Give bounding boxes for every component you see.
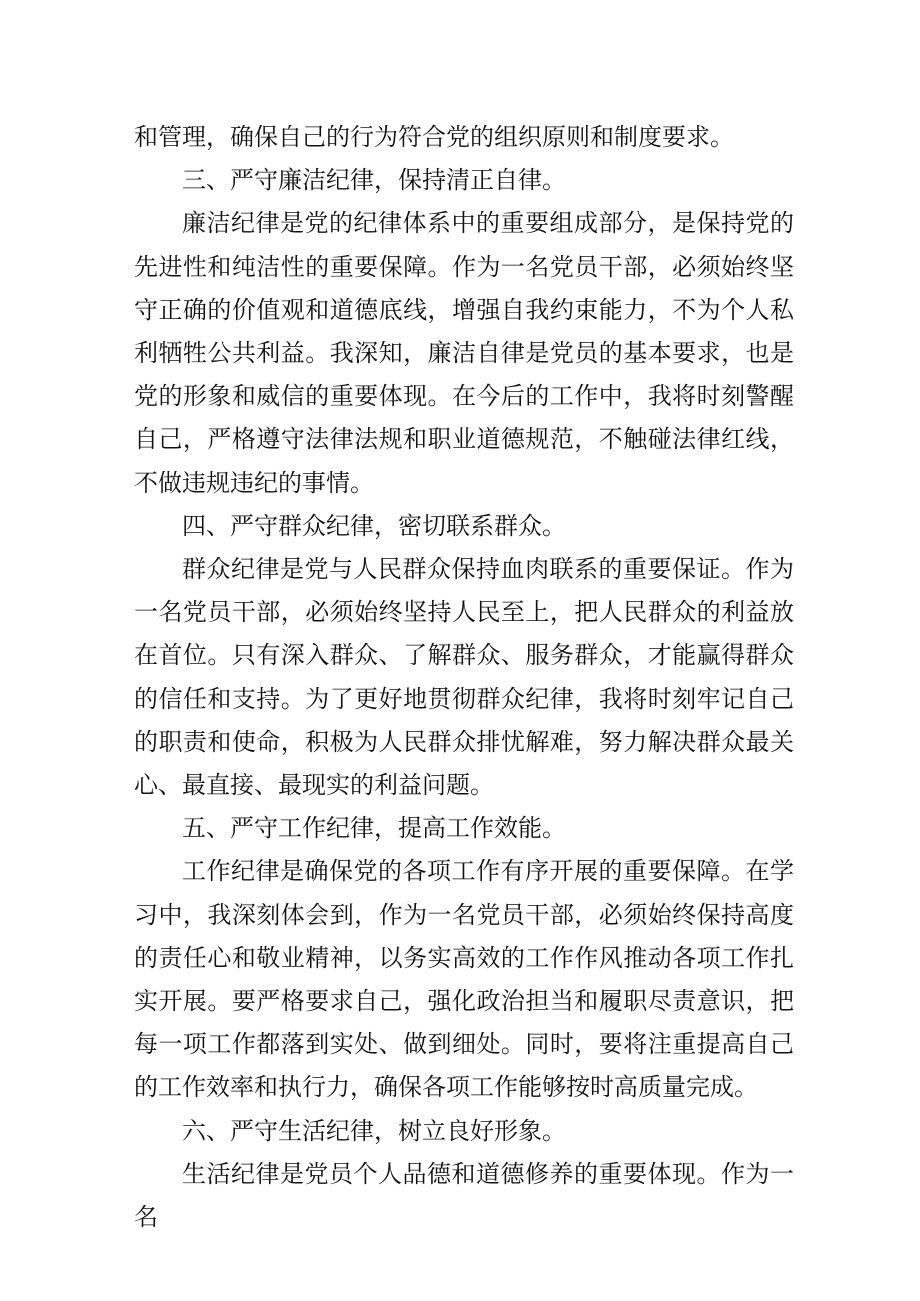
paragraph-continuation: 和管理，确保自己的行为符合党的组织原则和制度要求。 <box>134 123 734 151</box>
paragraph-masses: 群众纪律是党与人民群众保持血肉联系的重要保证。作为一名党员干部，必须始终坚持人民至上，把人民群众的利益放在首位。只有深入群众、了解群众、服务群众，才能赢得群众的信任和支持。为了更好地贯彻群众纪律，我将时刻牢记自己的职责和使命，积极为人民群众排忧解难，努力解决群众最关心、最直接、最现实的利益问题。 <box>134 555 794 800</box>
paragraph-work: 工作纪律是确保党的各项工作有序开展的重要保障。在学习中，我深刻体会到，作为一名党员干部，必须始终保持高度的责任心和敬业精神，以务实高效的工作作风推动各项工作扎实开展。要严格要求自己，强化政治担当和履职尽责意识，把每一项工作都落到实处、做到细处。同时，要将注重提高自己的工作效率和执行力，确保各项工作能够按时高质量完成。 <box>134 857 794 1102</box>
section-heading-6: 六、严守生活纪律，树立良好形象。 <box>182 1116 566 1145</box>
paragraph-integrity: 廉洁纪律是党的纪律体系中的重要组成部分，是保持党的先进性和纯洁性的重要保障。作为一名党员干部，必须始终坚守正确的价值观和道德底线，增强自我约束能力，不为个人私利牺牲公共利益。我深知，廉洁自律是党员的基本要求，也是党的形象和威信的重要体现。在今后的工作中，我将时刻警醒自己，严格遵守法律法规和职业道德规范，不触碰法律红线，不做违规违纪的事情。 <box>134 209 794 497</box>
section-heading-4: 四、严守群众纪律，密切联系群众。 <box>182 511 566 540</box>
section-heading-5: 五、严守工作纪律，提高工作效能。 <box>182 814 566 843</box>
section-heading-3: 三、严守廉洁纪律，保持清正自律。 <box>182 166 566 195</box>
paragraph-life: 生活纪律是党员个人品德和道德修养的重要体现。作为一名 <box>134 1159 794 1232</box>
document-body <box>134 116 794 1239</box>
